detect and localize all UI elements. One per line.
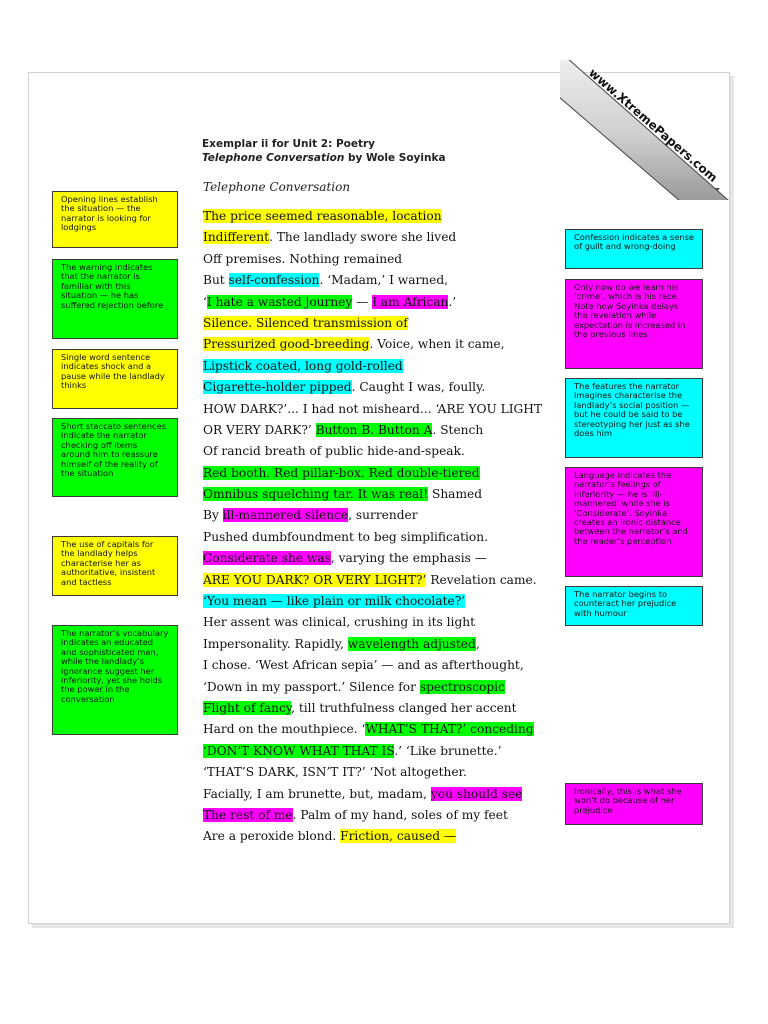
poem-line bbox=[203, 762, 563, 783]
poem-text: , surrender bbox=[348, 508, 418, 523]
poem-text: Impersonality. Rapidly, bbox=[203, 636, 348, 651]
poem-line bbox=[203, 249, 563, 270]
highlighted-phrase: Indifferent bbox=[203, 230, 270, 245]
right-annotation-note: Language indicates the narrator’s feelings of inferiority — he is ‘ill-mannered’ while she is ‘Considerate’. Soyinka creates an ironic distance between the narrator’s and the reader’s perception bbox=[565, 467, 703, 577]
poem-text: OR VERY DARK?’ bbox=[203, 422, 316, 437]
watermark-ribbon bbox=[560, 60, 740, 200]
poem-text: , bbox=[475, 636, 480, 651]
poem-text: Hard on the mouthpiece. ‘ bbox=[203, 722, 366, 737]
highlighted-phrase: The price seemed reasonable, location bbox=[203, 209, 442, 223]
highlighted-phrase: I am African bbox=[372, 294, 449, 309]
poem-line bbox=[203, 677, 563, 698]
poem-text: Facially, I am brunette, but, madam, bbox=[203, 786, 431, 801]
poem-line bbox=[203, 313, 563, 334]
poem-text: Pushed dumbfoundment to beg simplification. bbox=[203, 529, 488, 544]
poem-text: Shamed bbox=[428, 487, 483, 502]
poem-line bbox=[203, 826, 563, 847]
highlighted-phrase: Red booth. Red pillar-box. Red double-tiered bbox=[203, 465, 480, 480]
poem-text: . Stench bbox=[432, 422, 484, 437]
right-annotation-note: The features the narrator imagines characterise the landlady’s social position — but he could be said to be stereotyping her just as she does him bbox=[565, 378, 703, 458]
poem-line bbox=[203, 698, 563, 719]
highlighted-phrase: ‘DON’T KNOW WHAT THAT IS bbox=[203, 743, 395, 758]
left-annotation-note: The narrator’s vocabulary indicates an educated and sophisticated man, while the landlady’s ignorance suggest her inferiority, yet she holds the power in the conversation bbox=[52, 625, 178, 735]
poem-title: Telephone Conversation bbox=[203, 180, 351, 194]
poem-line bbox=[203, 206, 563, 227]
poem-line bbox=[203, 356, 563, 377]
poem-text: By bbox=[203, 508, 223, 523]
byline-author: by Wole Soyinka bbox=[344, 152, 446, 164]
poem-text: — bbox=[352, 294, 373, 309]
highlighted-phrase: Omnibus squelching tar. It was real! bbox=[203, 487, 429, 502]
highlighted-phrase: Lipstick coated, long gold-rolled bbox=[203, 358, 403, 373]
highlighted-phrase: spectroscopic bbox=[419, 679, 505, 694]
poem-text: ‘Down in my passport.’ Silence for bbox=[203, 679, 420, 694]
poem-line bbox=[203, 805, 563, 826]
poem-line bbox=[203, 463, 563, 484]
poem-text: Her assent was clinical, crushing in its light bbox=[203, 615, 475, 630]
poem-line bbox=[203, 377, 563, 398]
right-annotation-note: The narrator begins to counteract her prejudice with humour bbox=[565, 586, 703, 626]
highlighted-phrase: Silence. Silenced transmission of bbox=[203, 315, 408, 330]
highlighted-phrase: self-confession bbox=[228, 273, 320, 288]
highlighted-phrase: The rest of me bbox=[203, 807, 293, 822]
highlighted-phrase: you should see bbox=[430, 786, 523, 801]
left-annotation-note: Short staccato sentences indicate the narrator checking off items around him to reassure himself of the reality of the situation bbox=[52, 418, 178, 497]
poem-text: Are a peroxide blond. bbox=[203, 829, 341, 844]
watermark-text: www.XtremePapers.com bbox=[586, 65, 721, 185]
poem-line bbox=[203, 484, 563, 505]
poem-line bbox=[203, 292, 563, 313]
left-annotation-note: The use of capitals for the landlady helps characterise her as authoritative, insistent and tactless bbox=[52, 536, 178, 596]
highlighted-phrase: ‘You mean — like plain or milk chocolate?’ bbox=[203, 594, 466, 609]
highlighted-phrase: Friction, caused — bbox=[340, 829, 457, 844]
poem-text: , till truthfulness clanged her accent bbox=[291, 700, 517, 715]
highlighted-phrase: Button B. Button A bbox=[315, 422, 433, 437]
highlighted-phrase: ARE YOU DARK? OR VERY LIGHT?’ bbox=[203, 572, 427, 587]
poem-text: . Palm of my hand, soles of my feet bbox=[292, 807, 508, 822]
poem-text: ‘ bbox=[203, 294, 207, 309]
poem-line bbox=[203, 420, 563, 441]
poem-text: Revelation came. bbox=[426, 572, 537, 587]
poem-line bbox=[203, 505, 563, 526]
poem-line bbox=[203, 719, 563, 740]
poem-line bbox=[203, 591, 563, 612]
poem-text: But bbox=[203, 273, 229, 288]
byline-title: Telephone Conversation bbox=[202, 152, 345, 164]
highlighted-phrase: Pressurized good-breeding bbox=[203, 337, 370, 352]
poem-text: . Caught I was, foully. bbox=[351, 380, 486, 395]
highlighted-phrase: I hate a wasted journey bbox=[206, 294, 353, 309]
poem-line bbox=[203, 784, 563, 805]
left-annotation-note: Opening lines establish the situation — the narrator is looking for lodgings bbox=[52, 191, 178, 248]
highlighted-phrase: Cigarette-holder pipped bbox=[203, 380, 352, 395]
highlighted-phrase: Flight of fancy bbox=[203, 700, 292, 715]
document-header bbox=[202, 137, 446, 165]
poem-text: ‘THAT’S DARK, ISN’T IT?’ ‘Not altogether. bbox=[203, 765, 467, 780]
highlighted-phrase: WHAT’S THAT?’ conceding bbox=[365, 722, 534, 737]
right-annotation-note: Confession indicates a sense of guilt and wrong-doing bbox=[565, 229, 703, 269]
poem-text: I chose. ‘West African sepia’ — and as afterthought, bbox=[203, 658, 524, 673]
poem-text: .’ bbox=[448, 294, 457, 309]
poem-text: Of rancid breath of public hide-and-speak. bbox=[203, 444, 465, 459]
highlighted-phrase: Considerate she was bbox=[203, 551, 331, 566]
exemplar-heading: Exemplar ii for Unit 2: Poetry bbox=[202, 138, 376, 150]
right-annotation-note: Ironically, this is what she won’t do because of her prejudice bbox=[565, 783, 703, 825]
poem-line bbox=[203, 334, 563, 355]
poem-line bbox=[203, 548, 563, 569]
poem-text: . ‘Madam,’ I warned, bbox=[319, 273, 449, 288]
poem-text: Off premises. Nothing remained bbox=[203, 251, 403, 266]
left-annotation-note: Single word sentence indicates shock and a pause while the landlady thinks bbox=[52, 349, 178, 409]
highlighted-phrase: ill-mannered silence bbox=[222, 508, 349, 523]
poem-line bbox=[203, 570, 563, 591]
poem-body bbox=[203, 206, 563, 848]
left-annotation-note: The warning indicates that the narrator is familiar with this situation — he has suffered rejection before bbox=[52, 259, 178, 339]
poem-text: HOW DARK?’... I had not misheard... ‘ARE YOU LIGHT bbox=[203, 401, 543, 416]
poem-line bbox=[203, 527, 563, 548]
highlighted-phrase: wavelength adjusted bbox=[347, 636, 476, 651]
right-annotation-note: Only now do we learn his ‘crime’, which is his race. Note how Soyinka delays the revelation while expectation is increased in the previous lines bbox=[565, 279, 703, 369]
poem-line bbox=[203, 270, 563, 291]
poem-text: . The landlady swore she lived bbox=[269, 230, 457, 245]
poem-text: .’ ‘Like brunette.’ bbox=[394, 743, 502, 758]
poem-line bbox=[203, 227, 563, 248]
poem-line bbox=[203, 634, 563, 655]
poem-line bbox=[203, 612, 563, 633]
poem-line bbox=[203, 441, 563, 462]
poem-byline bbox=[202, 151, 446, 165]
poem-line bbox=[203, 655, 563, 676]
poem-text: . Voice, when it came, bbox=[369, 337, 505, 352]
poem-line bbox=[203, 399, 563, 420]
poem-text: , varying the emphasis — bbox=[330, 551, 487, 566]
poem-line bbox=[203, 741, 563, 762]
